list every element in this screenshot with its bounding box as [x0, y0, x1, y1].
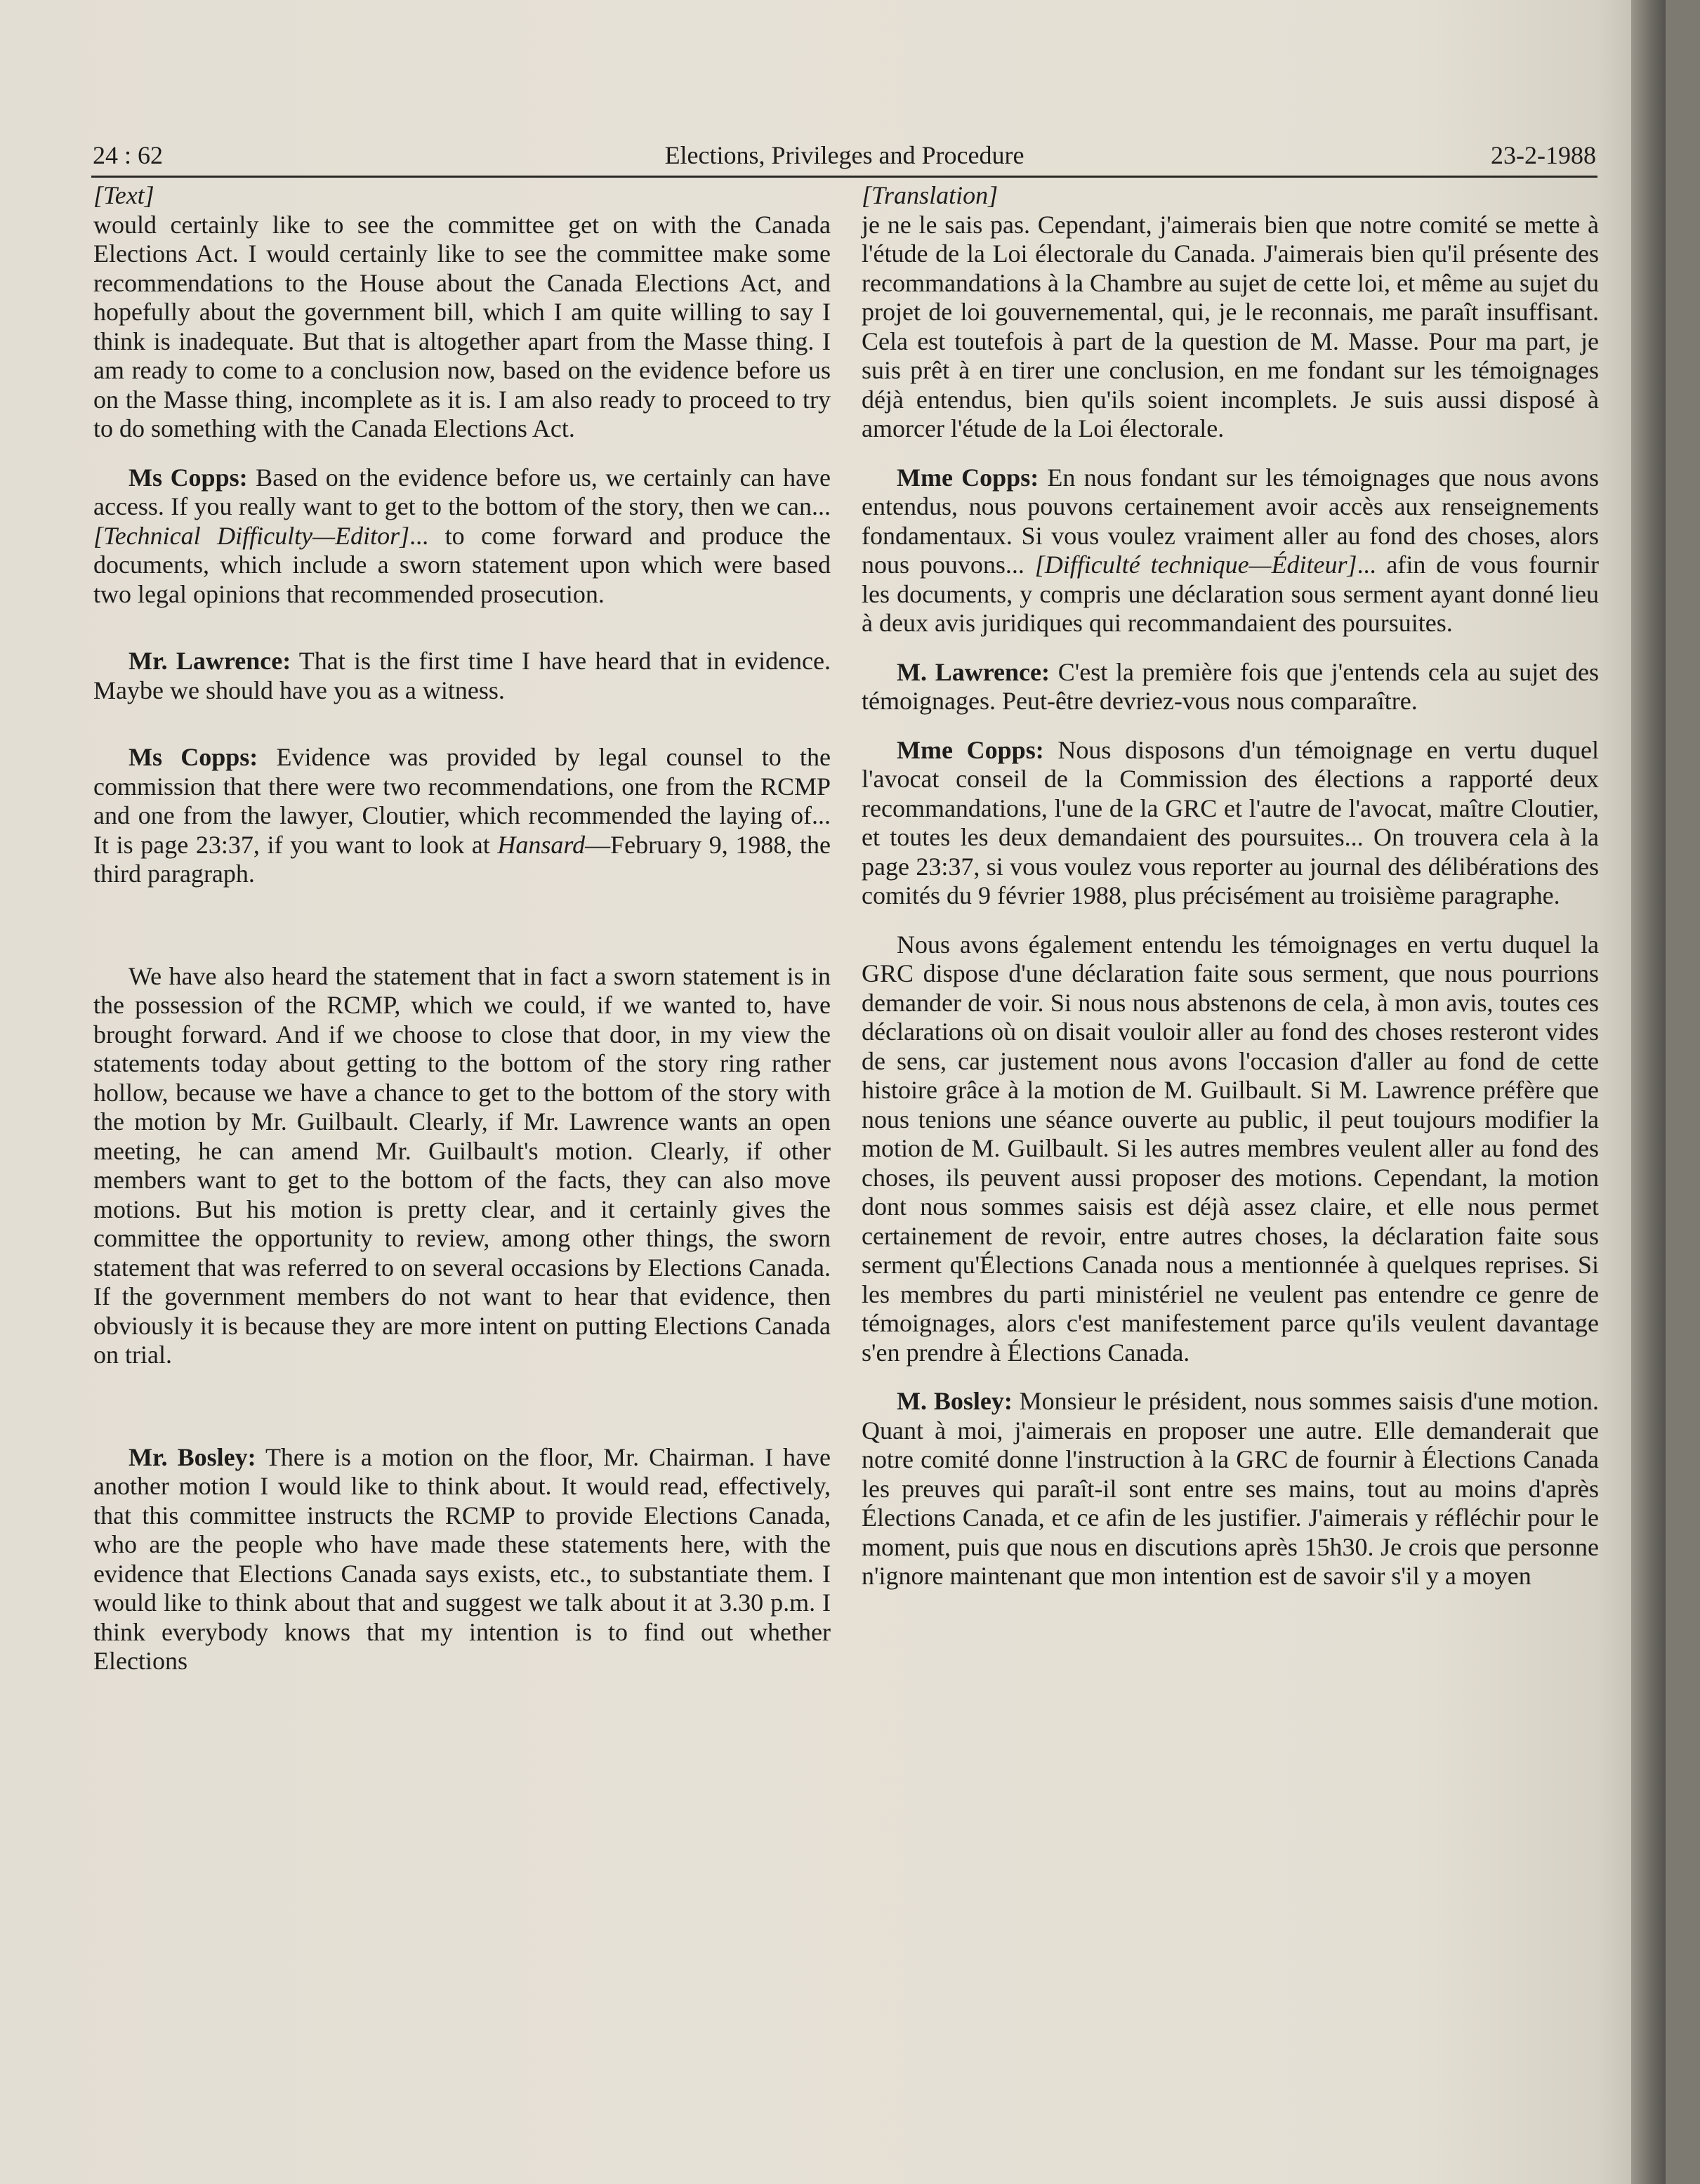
speech-text: Evidence was provided by legal counsel to the commission that there were two recommendations, one from the RCMP and one from the lawyer, Cloutier, which recommended the laying of... It is page 23:37, if you want to look at — [93, 743, 831, 859]
speech-text: En nous fondant sur les témoignages que nous avons entendus, nous pouvons certainement avoir accès aux renseignements fondamentaux. Si vous voulez vraiment aller au fond des choses, alors nous pouvons... — [862, 463, 1600, 579]
page-header — [91, 125, 1597, 178]
speech-text: Nous disposons d'un témoignage en vertu duquel l'avocat conseil de la Commission des élections a rapporté deux recommandations, l'une de la GRC et l'autre de l'avocat, maître Cloutier, et toutes les deux demandaient des poursuites... On trouvera cela à la page 23:37, si vous voulez vous reporter au journal des délibérations des comités du 9 février 1988, plus précisément au troisième paragraphe. — [862, 735, 1599, 909]
running-title: Elections, Privileges and Procedure — [664, 141, 1024, 169]
speech-lawrence — [862, 658, 1599, 716]
language-marker: [Text] — [93, 181, 154, 209]
paragraph: would certainly like to see the committee get on with the Canada Elections Act. I would certainly like to see the committee make some recommendations to the House about the Canada Elections Act, and hopefully about the government bill, which I am quite willing to say I think is inadequate. But that is altogether apart from the Masse thing. I am ready to come to a conclusion now, based on the evidence before us on the Masse thing, incomplete as it is. I am also ready to proceed to try to do something with the Canada Elections Act. — [93, 210, 831, 442]
speaker-name: Mme Copps: — [897, 463, 1039, 492]
header-date: 23-2-1988 — [1491, 141, 1596, 169]
speaker-name: Mme Copps: — [897, 735, 1044, 764]
speaker-name: M. Bosley: — [897, 1387, 1013, 1415]
french-column — [862, 181, 1599, 1591]
page-number: 24 : 62 — [93, 141, 164, 169]
language-marker: [Translation] — [862, 181, 999, 209]
speech-text: Based on the evidence before us, we certainly can have access. If you really want to get to the bottom of the story, then we can... — [93, 463, 831, 520]
speech-text: ... to come forward and produce the documents, which include a sworn statement upon which were based two legal opinions that recommended prosecution. — [93, 521, 831, 608]
speech-text: —February 9, 1988, the third paragraph. — [93, 830, 831, 888]
speaker-name: Ms Copps: — [129, 743, 258, 771]
speaker-name: Mr. Lawrence: — [129, 647, 291, 675]
editorial-note: [Difficulté technique—Éditeur] — [1034, 551, 1357, 579]
speech-text: C'est la première fois que j'entends cela au sujet des témoignages. Peut-être devriez-vous nous comparaître. — [862, 657, 1600, 715]
speech-text: That is the first time I have heard that in evidence. Maybe we should have you as a witness. — [93, 647, 831, 704]
speech-copps-2 — [862, 736, 1599, 911]
speech-text: There is a motion on the floor, Mr. Chairman. I have another motion I would like to think about. It would read, effectively, that this committee instructs the RCMP to provide Elections Canada, who are the people who have made these statements here, with the evidence that Elections Canada says exists, etc., to substantiate them. I would like to think about that and suggest we talk about it at 3.30 p.m. I think everybody knows that my intention is to find out whether Elections — [93, 1442, 831, 1675]
speaker-name: Mr. Bosley: — [129, 1442, 256, 1471]
speech-copps-1 — [862, 463, 1599, 638]
speech-copps-1 — [93, 463, 831, 610]
binding-edge — [1631, 0, 1666, 2184]
hansard-reference: Hansard — [497, 830, 586, 859]
speech-bosley — [862, 1387, 1599, 1591]
speaker-name: M. Lawrence: — [897, 657, 1050, 686]
speech-lawrence — [93, 647, 831, 705]
speaker-name: Ms Copps: — [129, 463, 248, 492]
paragraph: Nous avons également entendu les témoignages en vertu duquel la GRC dispose d'une déclaration faite sous serment, que nous pourrions demander de voir. Si nous nous abstenons de cela, à mon avis, toutes ces déclarations où on disait vouloir aller au fond des choses resteront vides de sens, car justement nous avons l'occasion d'aller au fond de cette histoire grâce à la motion de M. Guilbault. Si M. Lawrence préfère que nous tenions une séance ouverte au public, il peut toujours modifier la motion de M. Guilbault. Si les autres membres veulent aller au fond des choses, ils peuvent aussi proposer des motions. Cependant, la motion dont nous sommes saisis est déjà assez claire, et elle nous permet certainement de revoir, entre autres choses, la déclaration faite sous serment qu'Élections Canada nous a mentionnée à quelques reprises. Si les membres du parti ministériel ne veulent pas entendre ce genre de témoignages, alors c'est manifestement parce qu'ils veulent davantage s'en prendre à Élections Canada. — [862, 930, 1599, 1367]
speech-text: ... afin de vous fournir les documents, y compris une déclaration sous serment ayant donné lieu à deux avis juridiques qui recommandaient des poursuites. — [862, 551, 1599, 637]
english-column — [93, 181, 831, 1676]
speech-copps-2 — [93, 743, 831, 889]
paragraph: je ne le sais pas. Cependant, j'aimerais bien que notre comité se mette à l'étude de la Loi électorale du Canada. J'aimerais bien qu'il présente des recommandations à la Chambre au sujet de cette loi, et même au sujet du projet de loi gouvernemental, qui, je le reconnais, me paraît insuffisant. Cela est toutefois à part de la question de M. Masse. Pour ma part, je suis prêt à en tirer une conclusion, en me fondant sur les témoignages déjà entendus, bien qu'ils soient incomplets. Je suis aussi disposé à amorcer l'étude de la Loi électorale. — [862, 210, 1599, 442]
paragraph: We have also heard the statement that in fact a sworn statement is in the possession of the RCMP, which we could, if we wanted to, have brought forward. And if we choose to close that door, in my view the statements today about getting to the bottom of the story ring rather hollow, because we have a chance to get to the bottom of the story with the motion by Mr. Guilbault. Clearly, if Mr. Lawrence wants an open meeting, he can amend Mr. Guilbault's motion. Clearly, if other members want to get to the bottom of the facts, they can also move motions. But his motion is pretty clear, and it certainly gives the committee the opportunity to review, among other things, the sworn statement that was referred to on several occasions by Elections Canada. If the government members do not want to hear that evidence, then obviously it is because they are more intent on putting Elections Canada on trial. — [93, 961, 831, 1369]
speech-bosley — [93, 1443, 831, 1676]
speech-text: Monsieur le président, nous sommes saisis d'une motion. Quant à moi, j'aimerais en proposer une autre. Elle demanderait que notre comité donne l'instruction à la GRC de fournir à Élections Canada les preuves qui paraît-il sont entre ses mains, tout au moins d'après Élections Canada, et ce afin de les justifier. J'aimerais y réfléchir pour le moment, puis que nous en discutions après 15h30. Je crois que personne n'ignore maintenant que mon intention est de savoir s'il y a moyen — [862, 1387, 1600, 1590]
editorial-note: [Technical Difficulty—Editor] — [93, 521, 410, 550]
